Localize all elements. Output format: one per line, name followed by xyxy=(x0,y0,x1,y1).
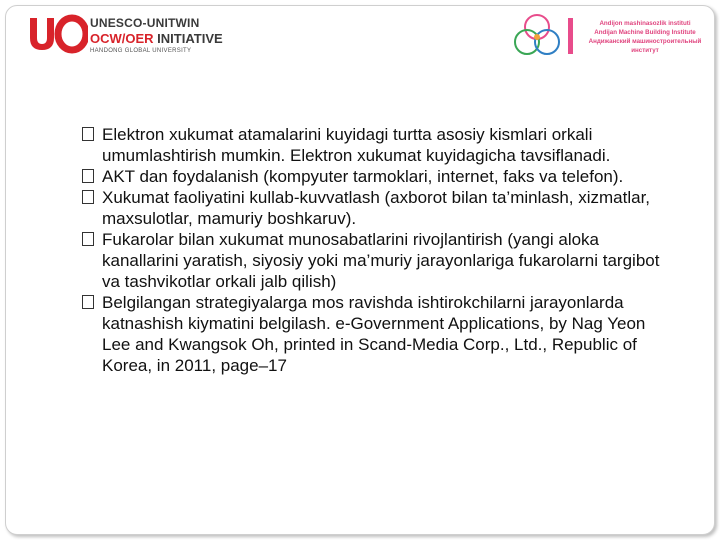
institute-emblem-icon xyxy=(510,12,564,58)
list-item-text: Xukumat faoliyatini kullab-kuvvatlash (axborot bilan ta’minlash, xizmatlar, maxsulotlar, mamuriy boshkaruv). xyxy=(102,188,651,228)
bullet-box-icon xyxy=(82,232,94,246)
list-item xyxy=(82,229,676,292)
logo-divider-bar xyxy=(568,18,573,54)
unesco-ocw-logo xyxy=(26,14,246,64)
list-item xyxy=(82,292,676,376)
institute-name-ru: Андижанский машиностроительный xyxy=(588,38,702,45)
institute-name-en: Andijan Machine Building Institute xyxy=(594,29,696,36)
list-item-text: Belgilangan strategiyalarga mos ravishda ishtirokchilarni jarayonlarda katnashish kiymatini belgilash. e-Government Applications, by Nag Yeon Lee and Kwangsok Oh, printed in Scand-Media Corp., Ltd., Republic of Korea, in 2011, page–17 xyxy=(102,293,646,375)
logo-line-unesco: UNESCO-UNITWIN xyxy=(90,16,200,30)
bullet-list xyxy=(82,124,682,376)
list-item xyxy=(82,187,676,229)
institute-name-ru-2: институт xyxy=(631,47,659,54)
list-item-text: Fukarolar bilan xukumat munosabatlarini rivojlantirish (yangi aloka kanallarini yaratish, siyosiy yoki ma’muriy jarayonlariga fukarolarni targibot va tashvikotlar orkali jalb qilish) xyxy=(102,230,660,291)
institute-name-uz: Andijon mashinasozlik instituti xyxy=(599,20,691,27)
list-item xyxy=(82,166,676,187)
bullet-box-icon xyxy=(82,190,94,204)
list-item xyxy=(82,124,676,166)
bullet-box-icon xyxy=(82,295,94,309)
logo-line-ocw xyxy=(90,31,223,46)
list-item-text: AKT dan foydalanish (kompyuter tarmoklari, internet, faks va telefon). xyxy=(102,167,624,186)
list-item-text: Elektron xukumat atamalarini kuyidagi turtta asosiy kismlari orkali umumlashtirish mumkin. Elektron xukumat kuyidagicha tavsiflanadi. xyxy=(102,125,611,165)
uo-logo-mark xyxy=(26,14,88,54)
logo-initiative: INITIATIVE xyxy=(153,31,223,46)
bullet-box-icon xyxy=(82,169,94,183)
logo-ocw-accent: OCW/OER xyxy=(90,31,154,46)
andijan-institute-logo xyxy=(510,12,700,62)
bullet-box-icon xyxy=(82,127,94,141)
logo-line-university: HANDONG GLOBAL UNIVERSITY xyxy=(90,48,192,54)
